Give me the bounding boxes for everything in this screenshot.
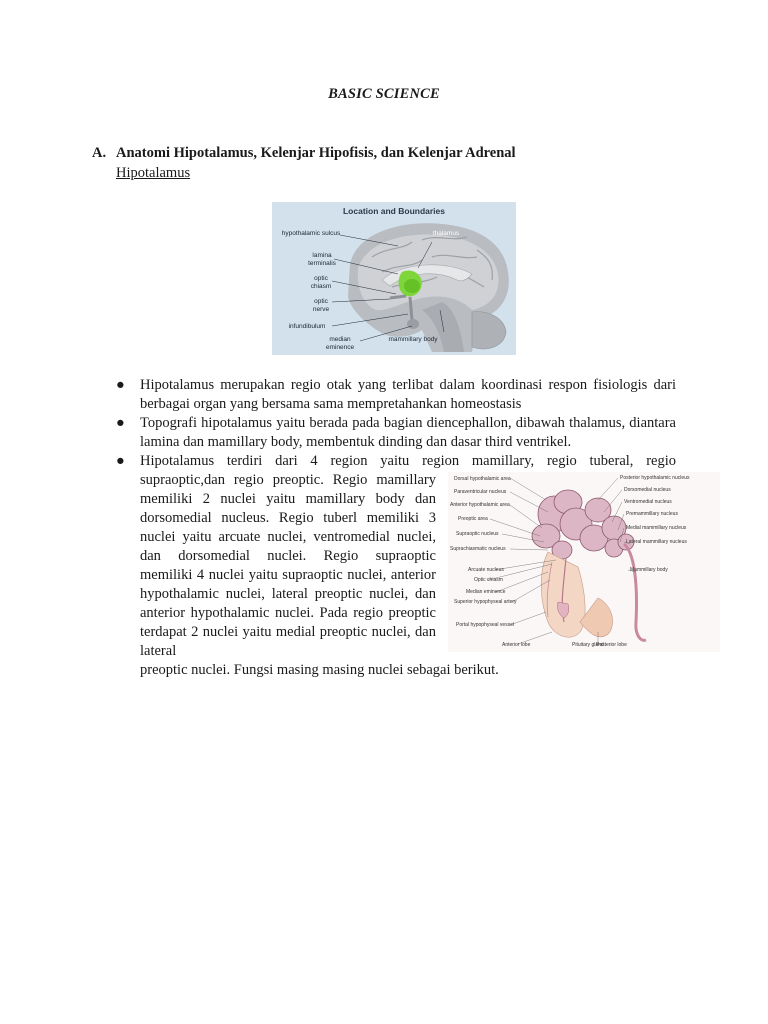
bullet-text: Topografi hipotalamus yaitu berada pada bagian diencephallon, dibawah thalamus, diantara lamina dan mamillary body, membentuk dinding dan dasar third ventrikel.: [140, 415, 676, 450]
section-heading-text: Anatomi Hipotalamus, Kelenjar Hipofisis, dan Kelenjar Adrenal: [116, 145, 516, 161]
subheading-hipotalamus: Hipotalamus: [116, 165, 191, 181]
label-dorsal-hypothalamic-area: Dorsal hypothalamic area: [454, 476, 511, 482]
label-supraoptic-nucleus: Supraoptic nucleus: [456, 531, 499, 537]
label-medial-mammillary-nucleus: Medial mammillary nucleus: [626, 525, 687, 531]
label-infundibulum: infundibulum: [288, 323, 326, 330]
label-lateral-mammillary-nucleus: Lateral mammillary nucleus: [626, 539, 687, 545]
bullet-item: [116, 414, 676, 452]
label-mammillary-body: mammillary body: [388, 336, 438, 343]
label-optic-chiasm: optic chiasm: [310, 275, 332, 290]
label-superior-hypophyseal-artery: Superior hypophyseal artery: [454, 599, 517, 605]
bullet-text: Hipotalamus merupakan regio otak yang terlibat dalam koordinasi respon fisiologis dari berbagai organ yang bersama sama mempretahankan homeostasis: [140, 377, 676, 412]
bullet-marker: ●: [116, 377, 125, 393]
label-thalamus: thalamus: [432, 230, 460, 237]
label-lamina-terminalis: lamina terminalis: [308, 252, 336, 267]
document-title: BASIC SCIENCE: [328, 86, 440, 102]
figure-hypothalamic-nuclei: [448, 472, 720, 652]
label-posterior-lobe: Posterior lobe: [596, 642, 627, 648]
label-optic-nerve: optic nerve: [312, 298, 330, 313]
label-suprachiasmatic-nucleus: Suprachiasmatic nucleus: [450, 546, 506, 552]
label-median-eminence: median eminence: [325, 336, 355, 351]
label-preoptic-area: Preoptic area: [458, 516, 488, 522]
figure-hypothalamus-location: [272, 202, 516, 355]
label-paraventricular-nucleus: Paraventricular nucleus: [454, 489, 507, 495]
bullet-marker: ●: [116, 415, 125, 431]
label-ventromedial-nucleus: Ventromedial nucleus: [624, 499, 672, 505]
label-arcuate-nucleus: Arcuate nucleus: [468, 567, 504, 573]
bullet-marker: ●: [116, 453, 125, 469]
bullet-item: [116, 376, 676, 414]
label-anterior-hypothalamic-area: Anterior hypothalamic area: [450, 502, 510, 508]
figure1-title: Location and Boundaries: [342, 206, 445, 216]
label-hypothalamic-sulcus: hypothalamic sulcus: [281, 230, 341, 237]
label-pituitary-gland: Pituitary gland: [572, 642, 604, 648]
label-dorsomedial-nucleus: Dorsomedial nucleus: [624, 487, 671, 493]
section-letter: A.: [92, 145, 107, 161]
label-premammillary-nucleus: Premammillary nucleus: [626, 511, 678, 517]
label-anterior-lobe: Anterior lobe: [502, 642, 531, 648]
bullet-text-last: preoptic nuclei. Fungsi masing masing nuclei sebagai berikut.: [140, 662, 499, 678]
label-median-eminence: Median eminence: [466, 589, 506, 595]
bullet-text-line1: Hipotalamus terdiri dari 4 region yaitu region mamillary, regio tuberal, regio: [140, 453, 676, 469]
section-heading: [92, 145, 516, 162]
label-mammillary-body: Mammillary body: [630, 567, 668, 573]
label-portal-hypophyseal-vessel: Portal hypophyseal vessel: [456, 622, 515, 628]
bullet-text-wrapped: supraoptic,dan regio preoptic. Regio mamillary memiliki 2 nuclei yaitu mamillary body dan dorsomedial nucleus. Regio tuberl memiliki 3 nuclei yaitu arcuate nuclei, ventromedial nuclei, dan dorsomedial nuclei. Regio supraoptic memiliki 4 nuclei yaitu supraoptic nuclei, anterior hypothalamic nuclei, lateral preoptic nuclei, dan anterior hypothalamic nuclei. Pada regio preoptic terdapat 2 nuclei yaitu medial preoptic nuclei, dan lateral: [140, 472, 436, 659]
label-posterior-hypothalamic-nucleus: Posterior hypothalamic nucleus: [620, 475, 690, 481]
label-optic-chiasm: Optic chiasm: [474, 577, 503, 583]
